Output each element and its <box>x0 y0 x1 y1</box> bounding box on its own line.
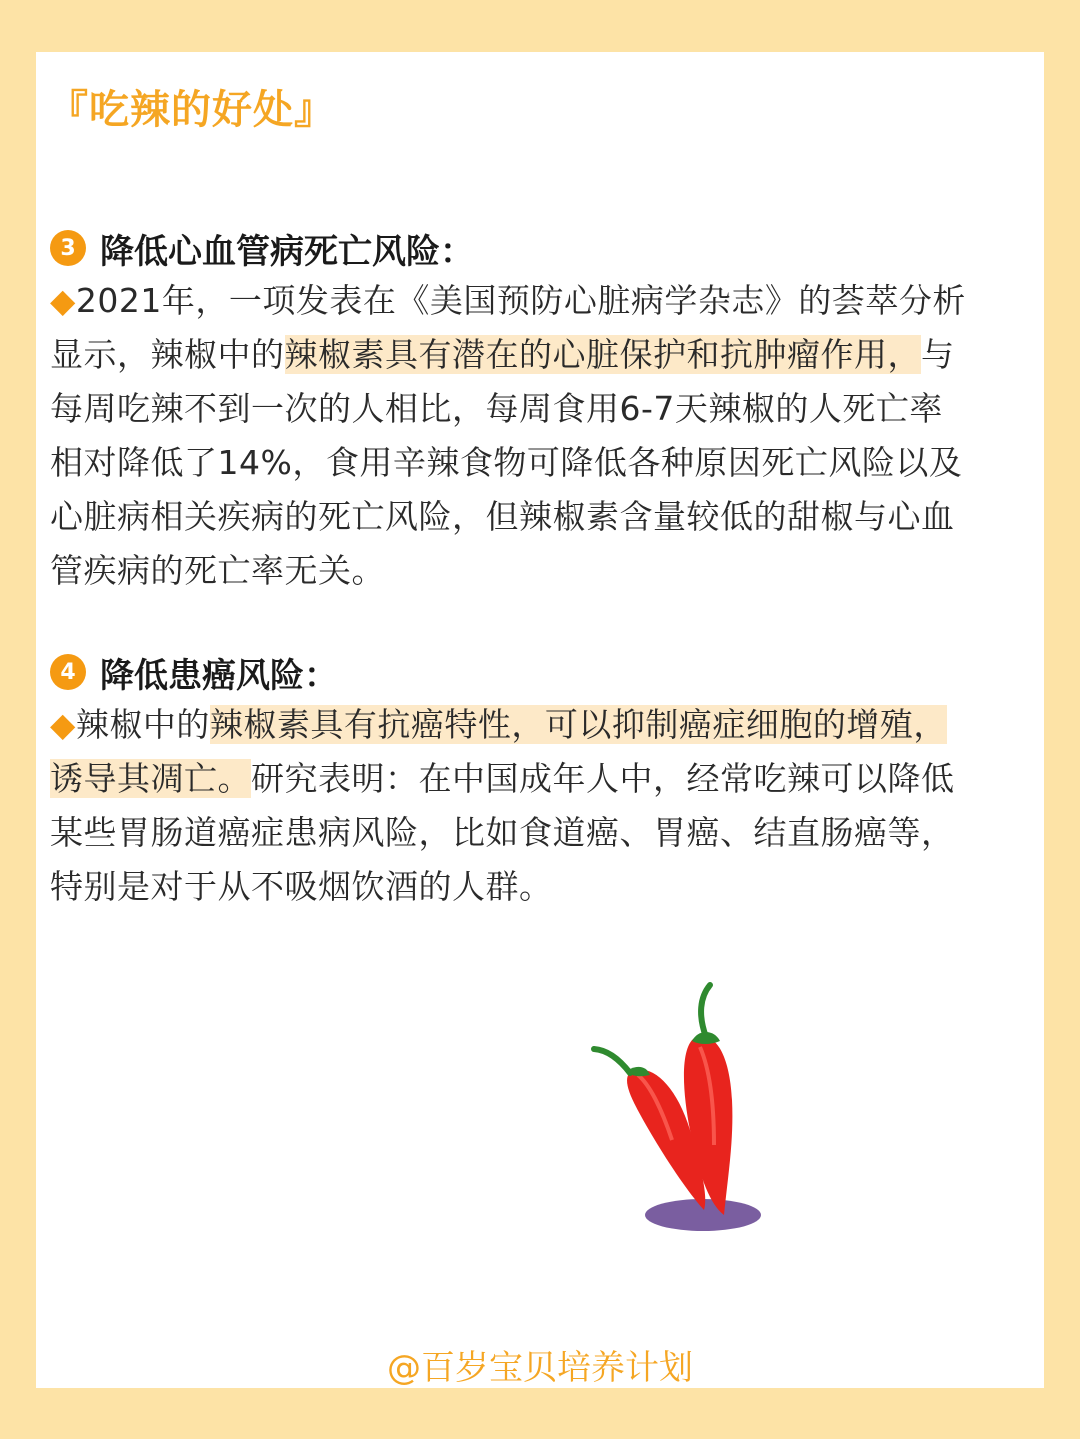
highlighted-text: 辣椒素具有抗癌特性，可以抑制癌症细胞的增殖，诱导其凋亡。 <box>50 705 947 798</box>
section-heading <box>50 222 970 274</box>
diamond-bullet-icon: ◆ <box>50 705 76 744</box>
text-after: 研究表明：在中国成年人中，经常吃辣可以降低某些胃肠道癌症患病风险，比如食道癌、胃癌、结直肠癌等，特别是对于从不吸烟饮酒的人群。 <box>50 759 955 906</box>
highlighted-text: 辣椒素具有潜在的心脏保护和抗肿瘤作用， <box>284 335 921 374</box>
section-paragraph <box>50 274 970 598</box>
section-heart <box>50 222 970 598</box>
section-heading <box>50 646 970 698</box>
diamond-bullet-icon: ◆ <box>50 281 76 320</box>
pepper-front-stem <box>701 985 710 1037</box>
author-watermark: @百岁宝贝培养计划 <box>387 1348 693 1388</box>
pepper-back-stem <box>594 1049 630 1073</box>
heading-text: 降低患癌风险： <box>100 655 338 696</box>
heading-text: 降低心血管病死亡风险： <box>100 231 474 272</box>
page-title: 『吃辣的好处』 <box>48 87 335 133</box>
number-badge-icon: 3 <box>50 230 86 266</box>
section-cancer <box>50 646 970 914</box>
text-after: 与每周吃辣不到一次的人相比，每周食用6-7天辣椒的人死亡率相对降低了14%，食用辛辣食物可降低各种原因死亡风险以及心脏病相关疾病的死亡风险，但辣椒素含量较低的甜椒与心血管疾病的死亡率无关。 <box>50 335 963 590</box>
section-paragraph <box>50 698 970 914</box>
chili-pepper-icon <box>558 925 738 1185</box>
number-badge-icon: 4 <box>50 654 86 690</box>
text-before: 辣椒中的 <box>75 705 210 744</box>
text-before: 2021年，一项发表在《美国预防心脏病学杂志》的荟萃分析显示，辣椒中的 <box>50 281 966 374</box>
